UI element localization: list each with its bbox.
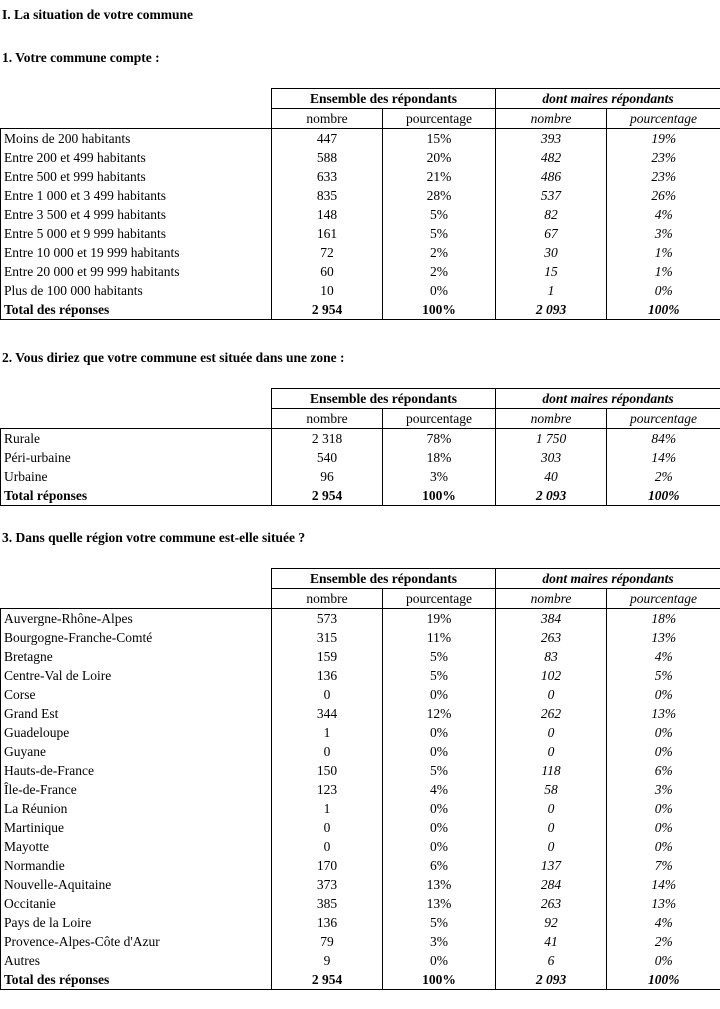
value-pourcentage: 4% <box>383 780 496 799</box>
value-pourcentage: 0% <box>383 281 496 300</box>
table-region <box>0 568 720 989</box>
value-pourcentage: 6% <box>383 856 496 875</box>
value-pourcentage: 100% <box>383 300 496 319</box>
value-pourcentage: 3% <box>383 467 496 486</box>
value-nombre: 344 <box>272 704 383 723</box>
value-nombre-mayors: 537 <box>496 186 607 205</box>
row-label: Moins de 200 habitants <box>1 129 272 149</box>
table-row <box>1 951 720 970</box>
value-pourcentage-mayors: 13% <box>607 704 720 723</box>
header-pourcentage-mayors: pourcentage <box>607 589 720 609</box>
row-label: Autres <box>1 951 272 970</box>
value-pourcentage-mayors: 18% <box>607 609 720 629</box>
value-nombre-mayors: 284 <box>496 875 607 894</box>
value-nombre-mayors: 0 <box>496 723 607 742</box>
value-nombre-mayors: 83 <box>496 647 607 666</box>
table-row <box>1 742 720 761</box>
header-pourcentage-mayors: pourcentage <box>607 409 720 429</box>
value-nombre: 2 318 <box>272 429 383 449</box>
value-nombre: 447 <box>272 129 383 149</box>
value-nombre: 2 954 <box>272 486 383 505</box>
header-nombre-mayors: nombre <box>496 589 607 609</box>
row-label: Centre-Val de Loire <box>1 666 272 685</box>
header-nombre: nombre <box>272 409 383 429</box>
row-label: Entre 10 000 et 19 999 habitants <box>1 243 272 262</box>
value-pourcentage: 2% <box>383 262 496 281</box>
row-label: Péri-urbaine <box>1 448 272 467</box>
value-pourcentage-mayors: 13% <box>607 628 720 647</box>
value-nombre: 1 <box>272 723 383 742</box>
value-nombre-mayors: 137 <box>496 856 607 875</box>
value-pourcentage: 13% <box>383 875 496 894</box>
header-nombre-mayors: nombre <box>496 109 607 129</box>
row-label: Guadeloupe <box>1 723 272 742</box>
value-pourcentage-mayors: 6% <box>607 761 720 780</box>
value-nombre: 2 954 <box>272 970 383 989</box>
value-nombre-mayors: 102 <box>496 666 607 685</box>
value-pourcentage-mayors: 19% <box>607 129 720 149</box>
value-nombre-mayors: 384 <box>496 609 607 629</box>
table-row <box>1 148 720 167</box>
row-label: Guyane <box>1 742 272 761</box>
header-nombre: nombre <box>272 589 383 609</box>
value-nombre-mayors: 486 <box>496 167 607 186</box>
value-pourcentage-mayors: 14% <box>607 875 720 894</box>
value-pourcentage: 13% <box>383 894 496 913</box>
value-nombre-mayors: 118 <box>496 761 607 780</box>
table-row <box>1 913 720 932</box>
value-nombre: 0 <box>272 685 383 704</box>
table-row <box>1 856 720 875</box>
total-row <box>1 970 720 989</box>
value-nombre: 373 <box>272 875 383 894</box>
table-row <box>1 186 720 205</box>
value-pourcentage: 5% <box>383 224 496 243</box>
value-pourcentage-mayors: 4% <box>607 913 720 932</box>
value-nombre: 60 <box>272 262 383 281</box>
section-heading-zone: 2. Vous diriez que votre commune est située dans une zone : <box>2 350 345 365</box>
value-pourcentage-mayors: 4% <box>607 647 720 666</box>
header-pourcentage: pourcentage <box>383 109 496 129</box>
header-nombre-mayors: nombre <box>496 409 607 429</box>
value-nombre-mayors: 92 <box>496 913 607 932</box>
table-row <box>1 167 720 186</box>
table-row <box>1 685 720 704</box>
table-row <box>1 818 720 837</box>
value-nombre: 835 <box>272 186 383 205</box>
row-label: Provence-Alpes-Côte d'Azur <box>1 932 272 951</box>
value-nombre-mayors: 262 <box>496 704 607 723</box>
page-title: I. La situation de votre commune <box>2 7 193 22</box>
row-label: Bourgogne-Franche-Comté <box>1 628 272 647</box>
value-nombre: 150 <box>272 761 383 780</box>
section-heading-commune-size: 1. Votre commune compte : <box>2 50 160 65</box>
value-pourcentage: 100% <box>383 970 496 989</box>
value-pourcentage-mayors: 100% <box>607 300 720 319</box>
value-pourcentage-mayors: 7% <box>607 856 720 875</box>
value-nombre: 136 <box>272 666 383 685</box>
row-label: Île-de-France <box>1 780 272 799</box>
value-nombre-mayors: 58 <box>496 780 607 799</box>
header-group-mayors: dont maires répondants <box>496 89 720 109</box>
table-row <box>1 799 720 818</box>
value-nombre: 148 <box>272 205 383 224</box>
value-pourcentage-mayors: 0% <box>607 951 720 970</box>
row-label: Normandie <box>1 856 272 875</box>
value-pourcentage: 11% <box>383 628 496 647</box>
value-pourcentage: 28% <box>383 186 496 205</box>
table-row <box>1 429 720 449</box>
value-nombre-mayors: 82 <box>496 205 607 224</box>
header-blank <box>1 89 272 109</box>
row-label: Total des réponses <box>1 970 272 989</box>
table-row <box>1 723 720 742</box>
row-label: Hauts-de-France <box>1 761 272 780</box>
row-label: Pays de la Loire <box>1 913 272 932</box>
table-row <box>1 224 720 243</box>
value-nombre: 96 <box>272 467 383 486</box>
header-pourcentage-mayors: pourcentage <box>607 109 720 129</box>
value-nombre-mayors: 0 <box>496 685 607 704</box>
value-pourcentage: 5% <box>383 913 496 932</box>
value-pourcentage: 0% <box>383 951 496 970</box>
total-row <box>1 300 720 319</box>
value-pourcentage: 0% <box>383 818 496 837</box>
header-group-mayors: dont maires répondants <box>496 569 720 589</box>
value-pourcentage: 2% <box>383 243 496 262</box>
table-row <box>1 467 720 486</box>
value-pourcentage-mayors: 0% <box>607 818 720 837</box>
table-row <box>1 609 720 629</box>
table-row <box>1 666 720 685</box>
table-row <box>1 875 720 894</box>
value-pourcentage-mayors: 100% <box>607 486 720 505</box>
table-row <box>1 129 720 149</box>
header-blank <box>1 389 272 409</box>
value-pourcentage-mayors: 3% <box>607 780 720 799</box>
value-nombre: 170 <box>272 856 383 875</box>
row-label: Entre 500 et 999 habitants <box>1 167 272 186</box>
header-group-all: Ensemble des répondants <box>272 89 496 109</box>
value-pourcentage-mayors: 14% <box>607 448 720 467</box>
header-blank <box>1 569 272 589</box>
value-nombre-mayors: 1 750 <box>496 429 607 449</box>
value-nombre-mayors: 41 <box>496 932 607 951</box>
value-pourcentage-mayors: 26% <box>607 186 720 205</box>
row-label: Auvergne-Rhône-Alpes <box>1 609 272 629</box>
table-row <box>1 894 720 913</box>
value-nombre-mayors: 263 <box>496 894 607 913</box>
value-nombre: 79 <box>272 932 383 951</box>
value-pourcentage-mayors: 13% <box>607 894 720 913</box>
row-label: Entre 200 et 499 habitants <box>1 148 272 167</box>
row-label: Bretagne <box>1 647 272 666</box>
value-nombre: 136 <box>272 913 383 932</box>
value-nombre: 385 <box>272 894 383 913</box>
header-blank <box>1 109 272 129</box>
value-nombre-mayors: 0 <box>496 837 607 856</box>
value-nombre: 573 <box>272 609 383 629</box>
value-pourcentage-mayors: 0% <box>607 799 720 818</box>
value-pourcentage: 0% <box>383 837 496 856</box>
value-pourcentage: 19% <box>383 609 496 629</box>
section-heading-region: 3. Dans quelle région votre commune est-elle située ? <box>2 530 306 545</box>
value-pourcentage-mayors: 0% <box>607 742 720 761</box>
value-nombre: 159 <box>272 647 383 666</box>
value-pourcentage: 15% <box>383 129 496 149</box>
value-nombre: 72 <box>272 243 383 262</box>
value-nombre-mayors: 6 <box>496 951 607 970</box>
value-pourcentage-mayors: 23% <box>607 167 720 186</box>
value-pourcentage-mayors: 0% <box>607 685 720 704</box>
table-row <box>1 761 720 780</box>
table-row <box>1 262 720 281</box>
header-blank <box>1 409 272 429</box>
table-row <box>1 647 720 666</box>
value-nombre: 315 <box>272 628 383 647</box>
value-nombre-mayors: 2 093 <box>496 970 607 989</box>
value-pourcentage-mayors: 2% <box>607 932 720 951</box>
table-commune-size <box>0 88 720 319</box>
row-label: Plus de 100 000 habitants <box>1 281 272 300</box>
value-nombre: 1 <box>272 799 383 818</box>
header-pourcentage: pourcentage <box>383 589 496 609</box>
value-nombre: 123 <box>272 780 383 799</box>
table-row <box>1 448 720 467</box>
value-nombre: 2 954 <box>272 300 383 319</box>
row-label: Mayotte <box>1 837 272 856</box>
value-pourcentage-mayors: 5% <box>607 666 720 685</box>
row-label: Rurale <box>1 429 272 449</box>
table-row <box>1 780 720 799</box>
table-row <box>1 281 720 300</box>
value-nombre-mayors: 263 <box>496 628 607 647</box>
value-nombre-mayors: 30 <box>496 243 607 262</box>
row-label: Urbaine <box>1 467 272 486</box>
table-row <box>1 243 720 262</box>
value-pourcentage-mayors: 0% <box>607 837 720 856</box>
value-pourcentage: 78% <box>383 429 496 449</box>
value-pourcentage-mayors: 84% <box>607 429 720 449</box>
value-nombre-mayors: 0 <box>496 818 607 837</box>
table-row <box>1 932 720 951</box>
value-nombre-mayors: 2 093 <box>496 300 607 319</box>
value-nombre-mayors: 2 093 <box>496 486 607 505</box>
table-row <box>1 628 720 647</box>
value-pourcentage: 0% <box>383 685 496 704</box>
row-label: La Réunion <box>1 799 272 818</box>
value-nombre-mayors: 393 <box>496 129 607 149</box>
value-nombre-mayors: 15 <box>496 262 607 281</box>
value-nombre-mayors: 0 <box>496 742 607 761</box>
value-pourcentage: 3% <box>383 932 496 951</box>
value-pourcentage: 100% <box>383 486 496 505</box>
value-pourcentage: 5% <box>383 205 496 224</box>
total-row <box>1 486 720 505</box>
row-label: Entre 1 000 et 3 499 habitants <box>1 186 272 205</box>
row-label: Occitanie <box>1 894 272 913</box>
table-row <box>1 205 720 224</box>
value-pourcentage-mayors: 2% <box>607 467 720 486</box>
value-pourcentage: 0% <box>383 799 496 818</box>
value-pourcentage-mayors: 0% <box>607 281 720 300</box>
row-label: Corse <box>1 685 272 704</box>
value-pourcentage: 5% <box>383 666 496 685</box>
value-pourcentage: 18% <box>383 448 496 467</box>
value-nombre-mayors: 1 <box>496 281 607 300</box>
value-nombre: 540 <box>272 448 383 467</box>
value-nombre: 9 <box>272 951 383 970</box>
value-nombre: 633 <box>272 167 383 186</box>
header-nombre: nombre <box>272 109 383 129</box>
row-label: Martinique <box>1 818 272 837</box>
header-pourcentage: pourcentage <box>383 409 496 429</box>
value-nombre: 161 <box>272 224 383 243</box>
row-label: Grand Est <box>1 704 272 723</box>
table-row <box>1 704 720 723</box>
value-nombre-mayors: 303 <box>496 448 607 467</box>
table-row <box>1 837 720 856</box>
value-pourcentage: 12% <box>383 704 496 723</box>
value-pourcentage-mayors: 1% <box>607 262 720 281</box>
value-nombre: 0 <box>272 818 383 837</box>
value-pourcentage: 20% <box>383 148 496 167</box>
value-pourcentage: 21% <box>383 167 496 186</box>
row-label: Entre 3 500 et 4 999 habitants <box>1 205 272 224</box>
header-blank <box>1 589 272 609</box>
value-pourcentage: 5% <box>383 761 496 780</box>
value-pourcentage: 0% <box>383 723 496 742</box>
header-group-all: Ensemble des répondants <box>272 389 496 409</box>
value-nombre-mayors: 482 <box>496 148 607 167</box>
value-pourcentage-mayors: 3% <box>607 224 720 243</box>
value-pourcentage-mayors: 23% <box>607 148 720 167</box>
value-pourcentage-mayors: 4% <box>607 205 720 224</box>
value-pourcentage: 5% <box>383 647 496 666</box>
header-group-all: Ensemble des répondants <box>272 569 496 589</box>
value-nombre: 0 <box>272 742 383 761</box>
table-zone <box>0 388 720 505</box>
value-pourcentage-mayors: 0% <box>607 723 720 742</box>
row-label: Entre 5 000 et 9 999 habitants <box>1 224 272 243</box>
row-label: Nouvelle-Aquitaine <box>1 875 272 894</box>
value-pourcentage: 0% <box>383 742 496 761</box>
value-nombre: 10 <box>272 281 383 300</box>
value-nombre-mayors: 67 <box>496 224 607 243</box>
row-label: Total des réponses <box>1 300 272 319</box>
value-pourcentage-mayors: 100% <box>607 970 720 989</box>
value-nombre: 588 <box>272 148 383 167</box>
row-label: Total réponses <box>1 486 272 505</box>
value-nombre-mayors: 0 <box>496 799 607 818</box>
value-nombre: 0 <box>272 837 383 856</box>
value-nombre-mayors: 40 <box>496 467 607 486</box>
header-group-mayors: dont maires répondants <box>496 389 720 409</box>
value-pourcentage-mayors: 1% <box>607 243 720 262</box>
row-label: Entre 20 000 et 99 999 habitants <box>1 262 272 281</box>
